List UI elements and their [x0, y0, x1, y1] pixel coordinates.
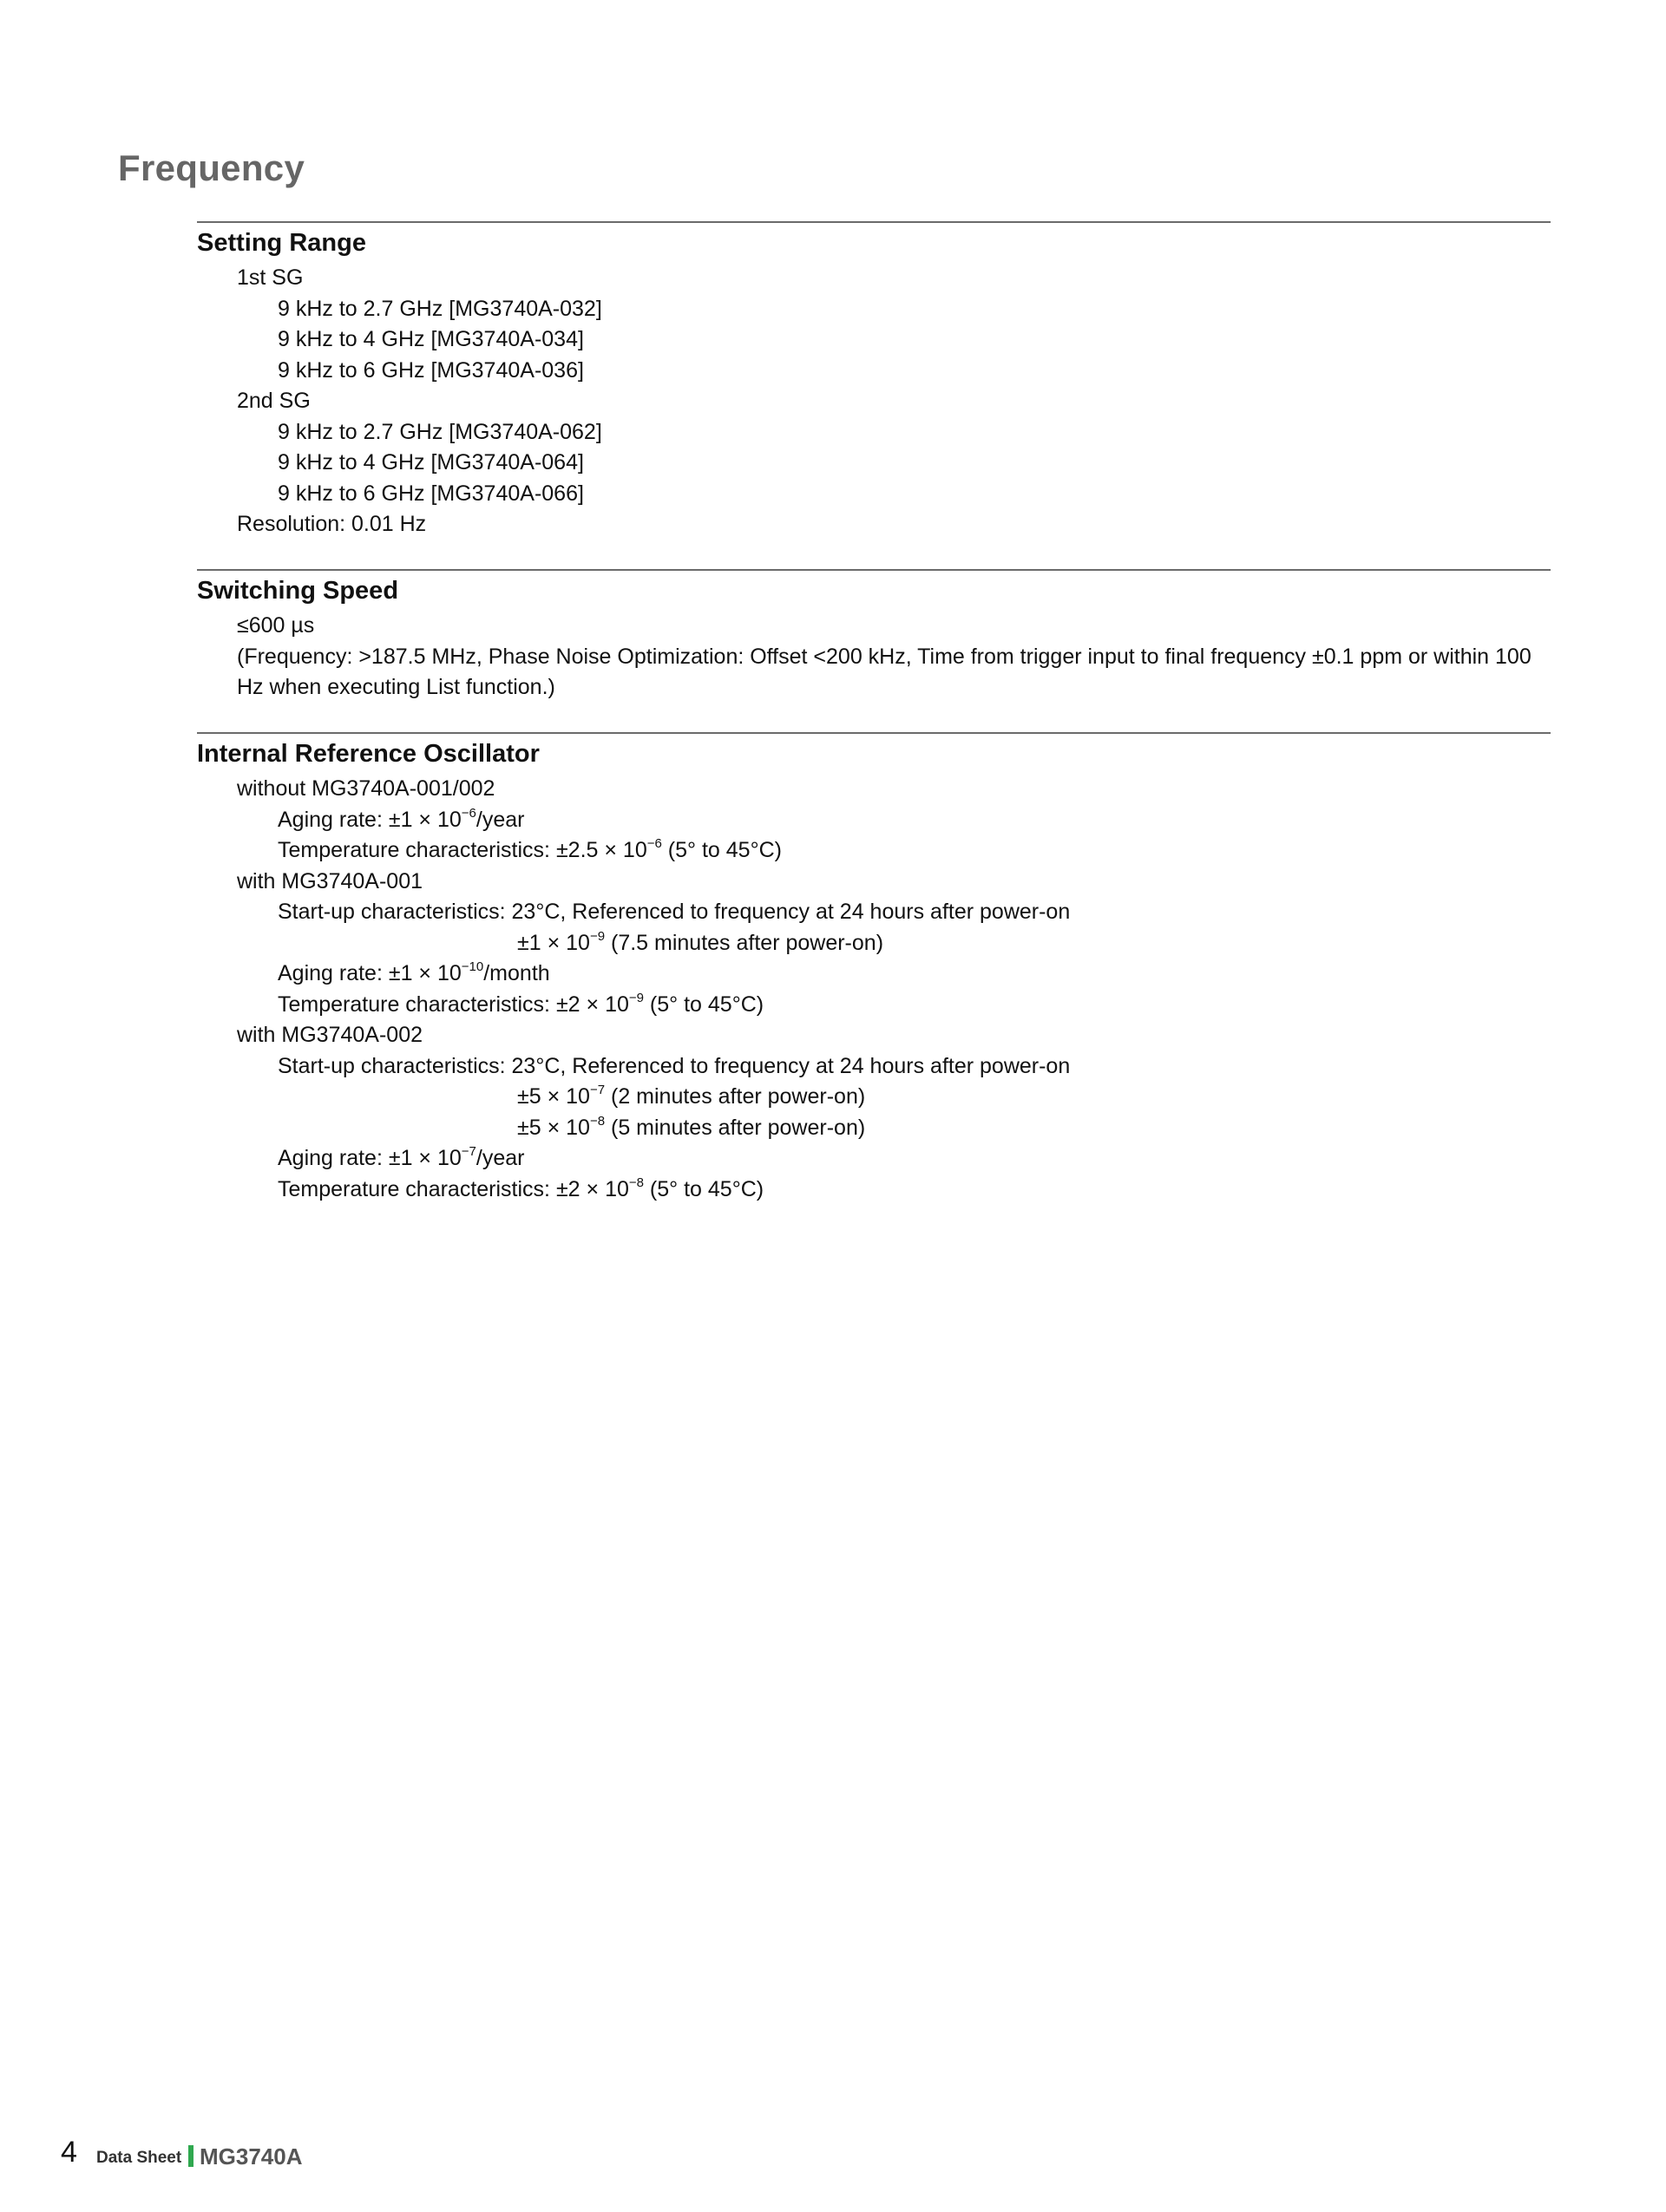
spec-line: 1st SG	[237, 265, 304, 290]
spec-line: Aging rate: $\pm 1 \times 10^{-10}$/month	[278, 959, 550, 985]
section-internal-reference-oscillator	[197, 732, 1551, 1205]
spec-line: 9 kHz to 2.7 GHz [MG3740A-032]	[278, 296, 602, 321]
spec-line: 9 kHz to 4 GHz [MG3740A-034]	[278, 327, 584, 351]
spec-line: Aging rate: $\pm 1 \times 10^{-7}$/year	[278, 1144, 525, 1170]
section-setting-range	[197, 221, 1551, 540]
spec-line: Start-up characteristics: 23°C, Referenced to frequency at 24 hours after power-on	[278, 1053, 1071, 1078]
spec-line: without MG3740A-001/002	[237, 776, 495, 801]
spec-line: 9 kHz to 4 GHz [MG3740A-064]	[278, 450, 584, 474]
spec-line: $\pm 1 \times 10^{-9}$ (7.5 minutes after power-on)	[517, 928, 884, 955]
page-number: 4	[61, 2136, 77, 2169]
spec-note: (Frequency: >187.5 MHz, Phase Noise Optimization: Offset <200 kHz, Time from trigger input to final frequency ±0.1 ppm or within 100 Hz when executing List function.)	[237, 644, 1532, 699]
doc-type-label: Data Sheet	[96, 2149, 182, 2167]
spec-line: $\pm 5 \times 10^{-7}$ (2 minutes after power-on)	[517, 1083, 866, 1109]
section-heading: Switching Speed	[197, 577, 399, 605]
spec-line: 9 kHz to 6 GHz [MG3740A-066]	[278, 481, 584, 506]
accent-bar	[188, 2145, 193, 2167]
spec-line: Temperature characteristics: $\pm 2 \times 10^{-8}$ (5° to 45°C)	[278, 1175, 764, 1201]
spec-line: with MG3740A-002	[237, 1023, 423, 1047]
spec-line: Start-up characteristics: 23°C, Referenced to frequency at 24 hours after power-on	[278, 900, 1071, 924]
spec-line: Aging rate: $\pm 1 \times 10^{-6}$/year	[278, 805, 525, 832]
spec-line: $\pm 5 \times 10^{-8}$ (5 minutes after power-on)	[517, 1113, 866, 1140]
section-heading: Internal Reference Oscillator	[197, 740, 540, 768]
page-title: Frequency	[118, 147, 305, 188]
spec-line: 9 kHz to 2.7 GHz [MG3740A-062]	[278, 419, 602, 444]
spec-line: Temperature characteristics: $\pm 2.5 \times 10^{-6}$ (5° to 45°C)	[278, 836, 782, 862]
model-name: MG3740A	[200, 2143, 303, 2169]
section-switching-speed	[197, 569, 1551, 704]
spec-line: with MG3740A-001	[237, 868, 423, 893]
section-heading: Setting Range	[197, 229, 366, 257]
spec-line: 9 kHz to 6 GHz [MG3740A-036]	[278, 357, 584, 383]
spec-line: Resolution: 0.01 Hz	[237, 512, 427, 536]
spec-line: Temperature characteristics: $\pm 2 \times 10^{-9}$ (5° to 45°C)	[278, 990, 764, 1017]
spec-line: ≤600 µs	[237, 613, 315, 638]
spec-line: 2nd SG	[237, 389, 311, 413]
